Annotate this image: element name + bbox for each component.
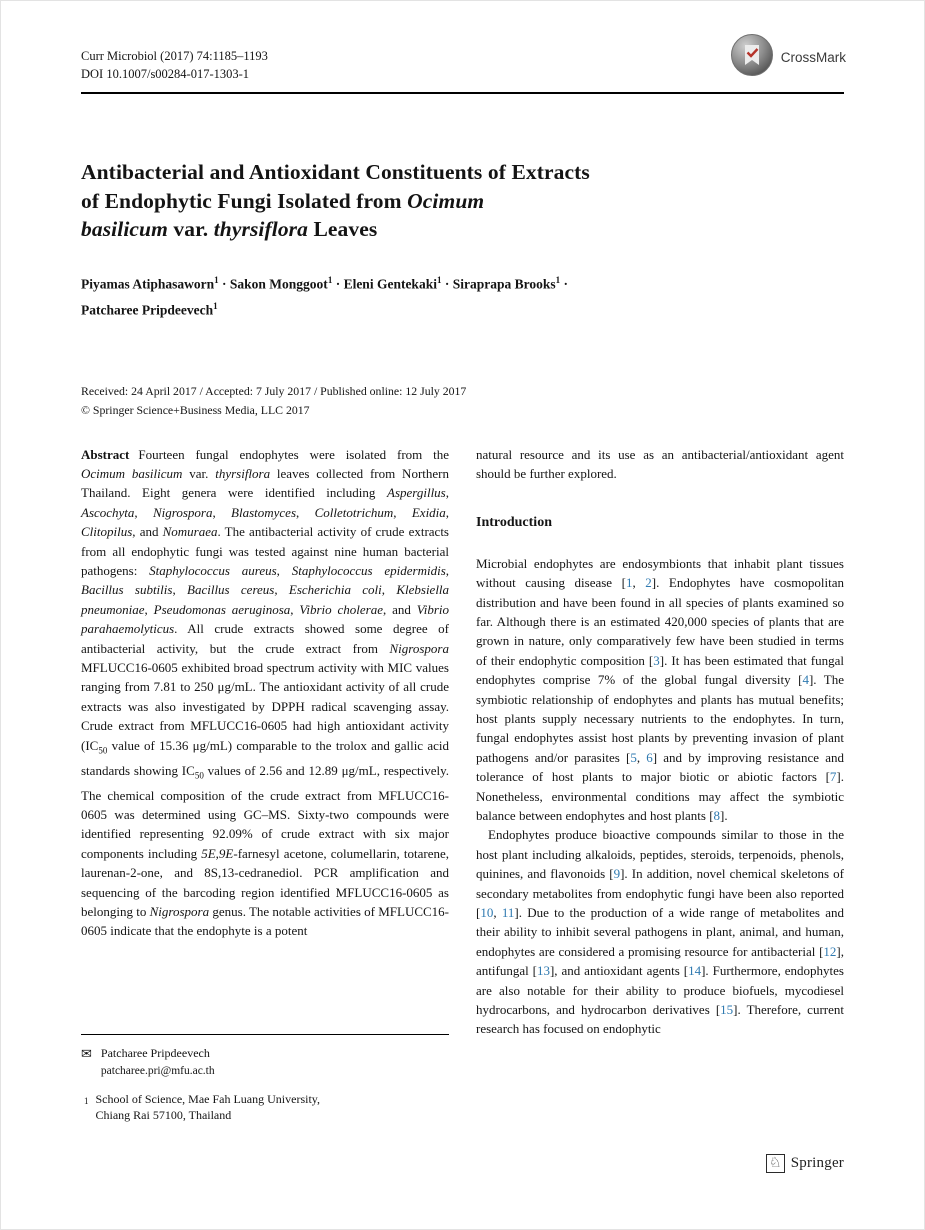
corresponding-author-name: Patcharee Pripdeevech: [100, 1045, 210, 1060]
citation-link[interactable]: 5: [630, 749, 637, 765]
citation-link[interactable]: 9: [613, 866, 621, 882]
envelope-icon: ✉: [81, 1045, 92, 1061]
citation-link[interactable]: 2: [645, 575, 652, 591]
crossmark-icon: [730, 33, 774, 82]
citation-link[interactable]: 7: [829, 769, 837, 785]
crossmark-label: CrossMark: [780, 50, 846, 65]
introduction-paragraph-1: Microbial endophytes are endosymbionts that inhabit plant tissues without causing disease [1, 2]. Endophytes have cosmopolitan distribution and have been found in all species of plants examined so far. Although there is an estimated 420,000 species of plants that are grown in nature, only comparatively few have been studied in terms of their endophytic composition [3]. It has been estimated that fungal endophytes comprise 7% of the global fungal diversity [4]. The symbiotic relationship of endophytes and plants has mutual benefits; host plants supply necessary nutrients to the endophytes. In turn, fungal endophytes assist host plants by preventing invasion of plant pathogens and/or parasites [5, 6] and by improving resistance and tolerance of host plants to major biotic or abiotic factors [7]. Nonetheless, environmental conditions may affect the symbiotic balance between endophytes and host plants [8].: [476, 555, 845, 823]
received-accepted-dates: Received: 24 April 2017 / Accepted: 7 July 2017 / Published online: 12 July 2017: [81, 383, 467, 398]
left-column: [81, 445, 449, 1123]
springer-horse-icon: ♘: [766, 1154, 785, 1173]
citation-link[interactable]: 6: [646, 749, 653, 765]
doi: DOI 10.1007/s00284-017-1303-1: [81, 67, 250, 81]
header-rule: [81, 92, 844, 94]
affiliation: [81, 1091, 449, 1123]
citation-link[interactable]: 3: [653, 652, 660, 668]
citation-link[interactable]: 1: [625, 575, 633, 591]
citation-link[interactable]: 14: [688, 963, 702, 979]
right-column: [476, 445, 844, 1123]
publisher-footer: [766, 1154, 844, 1173]
introduction-paragraph-2: Endophytes produce bioactive compounds similar to those in the host plant including alkaloids, peptides, steroids, terpenoids, phenols, quinines, and flavonoids [9]. In addition, novel chemical skeletons of secondary metabolites from endophytic fungi have been also reported [10, 11]. Due to the production of a wide range of metabolites and their ability to inhibit several pathogens in plant, animal, and human, endophytes are considered a promising resource for antibacterial [12], antifungal [13], and antioxidant agents [14]. Furthermore, endophytes are also notable for their ability to produce biofuels, mycodiesel hydrocarbons, and hydrocarbon derivatives [15]. Therefore, current research has focused on endophytic: [476, 827, 845, 1037]
citation-link[interactable]: 12: [823, 943, 837, 959]
affiliation-text: School of Science, Mae Fah Luang University, Chiang Rai 57100, Thailand: [95, 1091, 321, 1122]
crossmark-badge[interactable]: [730, 33, 846, 82]
journal-citation: Curr Microbiol (2017) 74:1185–1193: [81, 49, 268, 63]
corresponding-author: [81, 1046, 449, 1079]
abstract-paragraph: [81, 445, 449, 941]
copyright-line: © Springer Science+Business Media, LLC 2017: [81, 402, 310, 417]
citation-link[interactable]: 8: [713, 808, 721, 823]
article-title: Antibacterial and Antioxidant Constituents of Extracts of Endophytic Fungi Isolated from Ocimum basilicum var. thyrsiflora Leaves: [81, 160, 590, 241]
citation-link[interactable]: 15: [720, 1002, 734, 1018]
citation-link[interactable]: 11: [501, 905, 515, 921]
citation-link[interactable]: 4: [802, 672, 809, 688]
author-list: Piyamas Atiphasaworn$^1$ · Sakon Monggoot$^1$ · Eleni Gentekaki$^1$ · Siraprapa Brooks$^1$ · Patcharee Pripdeevech$^1$: [81, 274, 568, 318]
two-column-body: [81, 445, 844, 1123]
publisher-name: Springer: [790, 1155, 844, 1171]
abstract-continuation: natural resource and its use as an antibacterial/antioxidant agent should be further explored.: [476, 446, 844, 481]
abstract-text: Fourteen fungal endophytes were isolated from the Ocimum basilicum var. thyrsiflora leaves collected from Northern Thailand. Eight genera were identified including Aspergillus, Ascochyta, Nigrospora, Blastomyces, Colletotrichum, Exidia, Clitopilus, and Nomuraea. The antibacterial activity of crude extracts from all endophytic fungi was tested against nine human bacterial pathogens: Staphylococcus aureus, Staphylococcus epidermidis, Bacillus subtilis, Bacillus cereus, Escherichia coli, Klebsiella pneumoniae, Pseudomonas aeruginosa, Vibrio cholerae, and Vibrio parahaemolyticus. All crude extracts showed some degree of antibacterial activity, but the crude extract from Nigrospora MFLUCC16-0605 exhibited broad spectrum activity with MIC values ranging from 7.81 to 250 μg/mL. The antioxidant activity of all crude extracts was also investigated by DPPH radical scavenging assay. Crude extract from MFLUCC16-0605 had high antioxidant activity ($IC_{50}$ value of 15.36 μg/mL) comparable to the trolox and gallic acid standards showing $IC_{50}$ values of 2.56 and 12.89 μg/mL, respectively. The chemical composition of the crude extract from MFLUCC16-0605 was determined using GC–MS. Sixty-two compounds were identified representing 92.09% of crude extract with six major components including 5E,9E-farnesyl acetone, columellarin, totarene, laurenan-2-one, and 8S,13-cedranediol. PCR amplification and sequencing of the barcoding region identified MFLUCC16-0605 as belonging to Nigrospora genus. The notable activities of MFLUCC16-0605 indicate that the endophyte is a potent: [81, 446, 450, 939]
citation-link[interactable]: 13: [536, 963, 550, 979]
affiliation-marker: 1: [84, 1095, 89, 1106]
footnote-block: [81, 1034, 449, 1123]
corresponding-author-email[interactable]: patcharee.pri@mfu.ac.th: [100, 1064, 215, 1077]
page-header: [81, 47, 844, 83]
introduction-heading: Introduction: [476, 515, 552, 531]
abstract-label: Abstract: [81, 446, 130, 462]
citation-link[interactable]: 10: [480, 905, 494, 921]
